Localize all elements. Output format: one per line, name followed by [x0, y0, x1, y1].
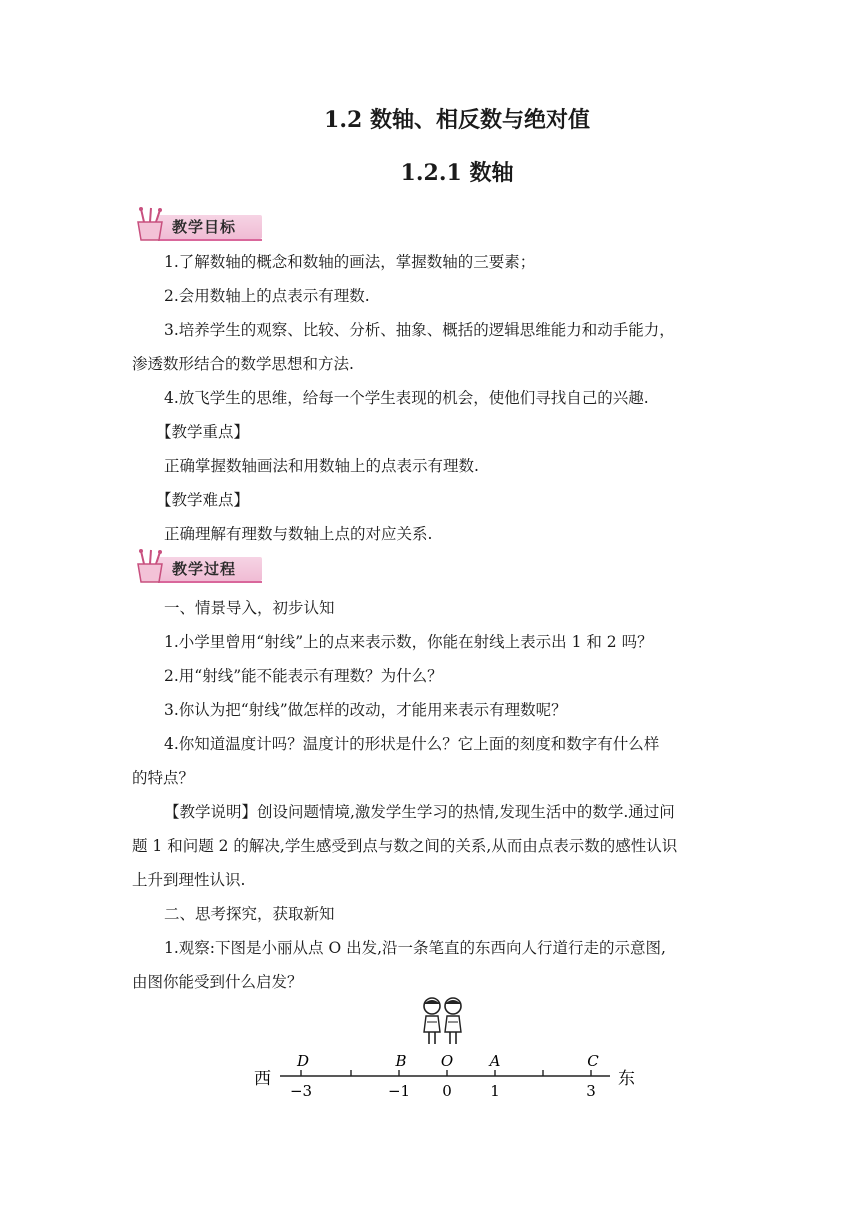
- point-o-value: 0: [442, 1082, 452, 1100]
- section-badge-process: [132, 548, 262, 586]
- number-line-figure: [250, 994, 650, 1104]
- point-b-value: −1: [387, 1082, 411, 1100]
- point-d-letter: D: [296, 1052, 310, 1070]
- girl-illustration: [424, 998, 461, 1044]
- point-o-letter: O: [440, 1052, 454, 1070]
- teaching-note: 【教学说明】创设问题情境,激发学生学习的热情,发现生活中的数学.通过问: [164, 803, 675, 821]
- section-badge-goals: [132, 206, 262, 244]
- question-4-cont: 的特点？: [132, 769, 195, 787]
- section1-heading: 一、情景导入，初步认知: [164, 599, 335, 617]
- question-1: 1.小学里曾用“射线”上的点来表示数，你能在射线上表示出 1 和 2 吗？: [164, 633, 653, 651]
- point-a-letter: A: [489, 1052, 501, 1070]
- pencil-cup-icon: [132, 206, 172, 244]
- section2-heading: 二、思考探究，获取新知: [164, 905, 335, 923]
- point-c-value: 3: [586, 1082, 596, 1100]
- question-3: 3.你认为把“射线”做怎样的改动，才能用来表示有理数呢？: [164, 701, 567, 719]
- difficulty-label: 【教学难点】: [156, 491, 250, 509]
- goal-2: 2.会用数轴上的点表示有理数.: [164, 287, 370, 305]
- goal-4: 4.放飞学生的思维，给每一个学生表现的机会，使他们寻找自己的兴趣.: [164, 389, 649, 407]
- point-a-value: 1: [490, 1082, 500, 1100]
- point-d-value: −3: [289, 1082, 313, 1100]
- difficulty-text: 正确理解有理数与数轴上点的对应关系.: [164, 525, 433, 543]
- page-subtitle: 1.2.1 数轴: [400, 160, 514, 186]
- goal-3-cont: 渗透数形结合的数学思想和方法.: [132, 355, 354, 373]
- page-title: 1.2 数轴、相反数与绝对值: [324, 107, 590, 133]
- key-point-label: 【教学重点】: [156, 423, 250, 441]
- teaching-note-cont: 题 1 和问题 2 的解决,学生感受到点与数之间的关系,从而由点表示数的感性认识: [132, 837, 678, 855]
- badge-label: 教学目标: [172, 218, 237, 236]
- key-point-text: 正确掌握数轴画法和用数轴上的点表示有理数.: [164, 457, 479, 475]
- observe-text: 1.观察:下图是小丽从点 O 出发,沿一条笔直的东西向人行道行走的示意图,: [164, 939, 666, 957]
- question-4: 4.你知道温度计吗？温度计的形状是什么？它上面的刻度和数字有什么样: [164, 735, 660, 753]
- east-label: 东: [618, 1069, 635, 1089]
- goal-3: 3.培养学生的观察、比较、分析、抽象、概括的逻辑思维能力和动手能力，: [164, 321, 675, 339]
- teaching-note-end: 上升到理性认识.: [132, 871, 246, 889]
- badge-label: 教学过程: [172, 560, 237, 578]
- west-label: 西: [254, 1069, 271, 1089]
- goal-1: 1.了解数轴的概念和数轴的画法，掌握数轴的三要素；: [164, 253, 536, 271]
- question-2: 2.用“射线”能不能表示有理数？为什么？: [164, 667, 443, 685]
- point-b-letter: B: [395, 1052, 407, 1070]
- point-c-letter: C: [587, 1052, 599, 1070]
- observe-text-cont: 由图你能受到什么启发？: [132, 973, 303, 991]
- pencil-cup-icon: [132, 548, 172, 586]
